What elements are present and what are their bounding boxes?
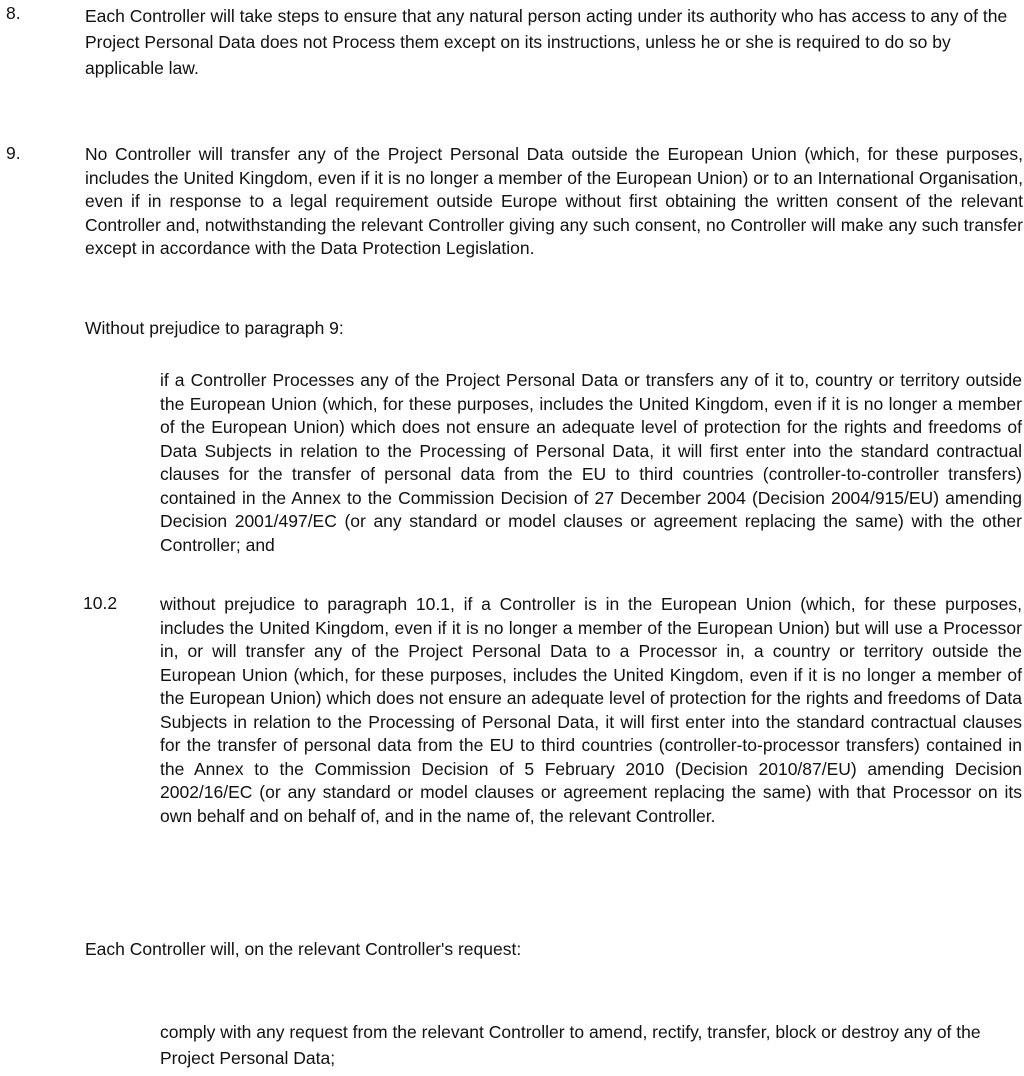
clause-8-text: Each Controller will take steps to ensure that any natural person acting under its authority who has access to any of the Project Personal Data does not Process them except on its instructions, unless he or she is required to do so by applicable law. (85, 6, 1008, 78)
clause-10-2-text: without prejudice to paragraph 10.1, if a Controller is in the European Union (which, for these purposes, includes the United Kingdom, even if it is no longer a member of the European Union) but will use a Processor in, or will transfer any of the Project Personal Data to a Processor in, a country or territory outside the European Union (which, for these purposes, includes the United Kingdom, even if it is no longer a member of the European Union) which does not ensure an adequate level of protection for the rights and freedoms of Data Subjects in relation to the Processing of Personal Data, it will first enter into the standard contractual clauses for the transfer of personal data from the EU to third countries (controller-to-processor transfers) contained in the Annex to the Commission Decision of 5 February 2010 (Decision 2010/87/EU) amending Decision 2002/16/EC (or any standard or model clauses or agreement replacing the same) with that Processor on its own behalf and on behalf of, and in the name of, the relevant Controller. (160, 594, 1022, 826)
clause-11-1-text: comply with any request from the relevant Controller to amend, rectify, transfer, block or destroy any of the Project Personal Data; (160, 1022, 981, 1068)
clause-8-number: 8. (6, 3, 21, 23)
clause-9-text: No Controller will transfer any of the Project Personal Data outside the European Union (which, for these purposes, includes the United Kingdom, even if it is no longer a member of the European Union) or to an International Organisation, even if in response to a legal requirement outside Europe without first obtaining the written consent of the relevant Controller and, notwithstanding the relevant Controller giving any such consent, no Controller will make any such transfer except in accordance with the Data Protection Legislation. (85, 144, 1023, 258)
clause-10-2-number: 10.2 (83, 593, 118, 613)
clause-10-intro: Without prejudice to paragraph 9: (85, 318, 344, 338)
clause-11-intro: Each Controller will, on the relevant Controller's request: (85, 939, 522, 959)
clause-9-number: 9. (6, 143, 21, 163)
clause-10-1-text: if a Controller Processes any of the Project Personal Data or transfers any of it to, country or territory outside the European Union (which, for these purposes, includes the United Kingdom, even if it is no longer a member of the European Union) which does not ensure an adequate level of protection for the rights and freedoms of Data Subjects in relation to the Processing of Personal Data, it will first enter into the standard contractual clauses for the transfer of personal data from the EU to third countries (controller-to-controller transfers) contained in the Annex to the Commission Decision of 27 December 2004 (Decision 2004/915/EU) amending Decision 2001/497/EC (or any standard or model clauses or agreement replacing the same) with the other Controller; and (160, 370, 1022, 555)
